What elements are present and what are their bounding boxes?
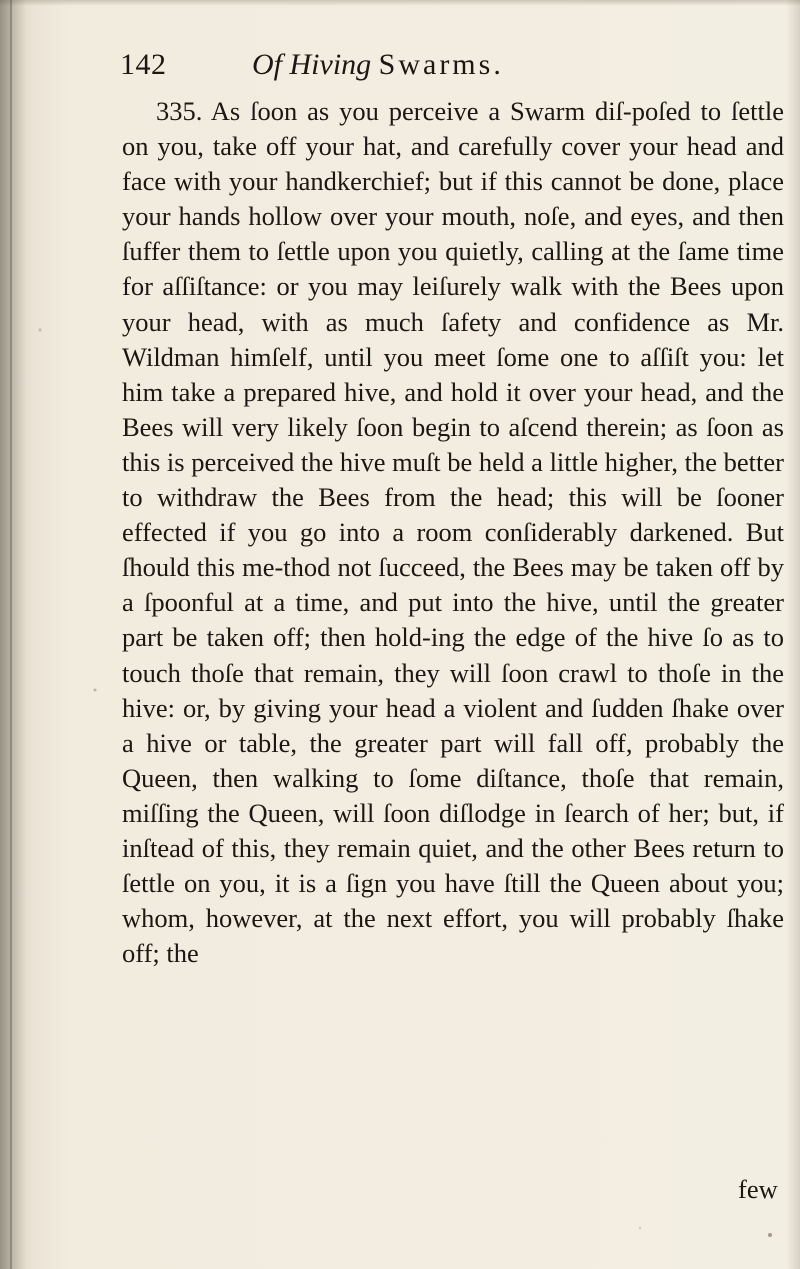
running-head	[252, 48, 504, 82]
catchword: few	[738, 1174, 778, 1204]
page-header	[120, 44, 780, 84]
page-number: 142	[120, 48, 167, 81]
right-edge-shadow	[786, 0, 800, 1269]
binding-edge	[10, 0, 12, 1269]
top-edge-shadow	[0, 0, 800, 6]
gutter-shadow	[0, 0, 26, 1269]
running-head-italic: Of Hiving	[252, 48, 372, 81]
body-paragraph: 335. As ſoon as you perceive a Swarm diſ-poſed to ſettle on you, take off your hat, and carefully cover your head and face with your handkerchief; but if this cannot be done, place your hands hollow over your mouth, noſe, and eyes, and then ſuffer them to ſettle upon you quietly, calling at the ſame time for aſſiſtance: or you may leiſurely walk with the Bees upon your head, with as much ſafety and confidence as Mr. Wildman himſelf, until you meet ſome one to aſſiſt you: let him take a prepared hive, and hold it over your head, and the Bees will very likely ſoon begin to aſcend therein; as ſoon as this is perceived the hive muſt be held a little higher, the better to withdraw the Bees from the head; this will be ſooner effected if you go into a room conſiderably darkened. But ſhould this me-thod not ſucceed, the Bees may be taken off by a ſpoonful at a time, and put into the hive, until the greater part be taken off; then hold-ing the edge of the hive ſo as to touch thoſe that remain, they will ſoon crawl to thoſe in the hive: or, by giving your head a violent and ſudden ſhake over a hive or table, the greater part will fall off, probably the Queen, then walking to ſome diſtance, thoſe that remain, miſſing the Queen, will ſoon diſlodge in ſearch of her; but, if inſtead of this, they remain quiet, and the other Bees return to ſettle on you, it is a ſign you have ſtill the Queen about you; whom, however, at the next effort, you will probably ſhake off; the	[122, 96, 784, 969]
running-head-caps: Swarms.	[378, 48, 504, 81]
